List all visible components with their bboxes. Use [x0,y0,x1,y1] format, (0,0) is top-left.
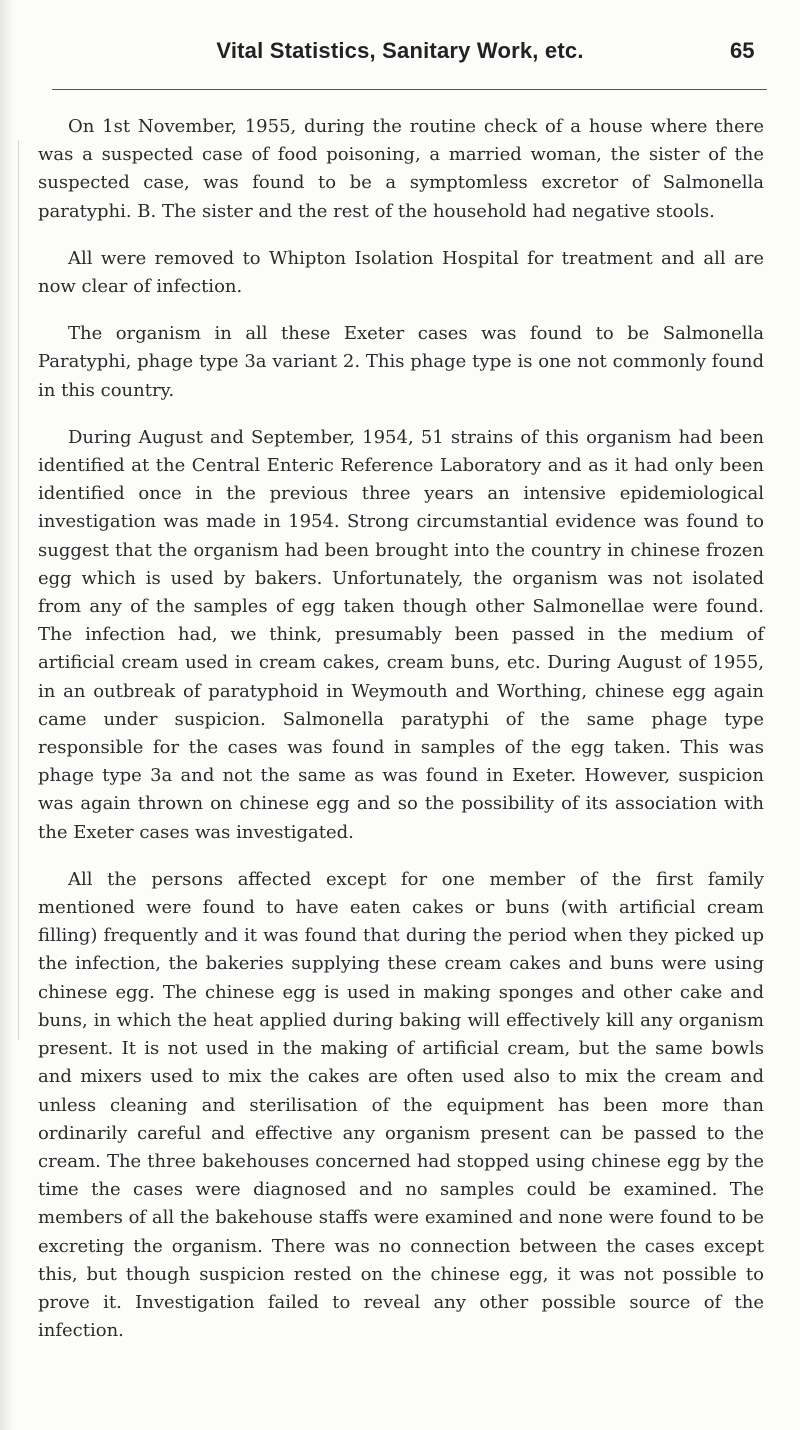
paragraph-epidemiological-investigation: During August and September, 1954, 51 strains of this organism had been identified at the Central Enteric Reference Laboratory and as it had only been identified once in the previous three years an intensive epidemiological investigation was made in 1954. Strong circumstantial evidence was found to suggest that the organism had been brought into the country in chinese frozen egg which is used by bakers. Unfortunately, the organism was not isolated from any of the samples of egg taken though other Salmonellae were found. The infection had, we think, presumably been passed in the medium of artificial cream used in cream cakes, cream buns, etc. During August of 1955, in an outbreak of paratyphoid in Weymouth and Worthing, chinese egg again came under suspicion. Salmonella paratyphi of the same phage type responsible for the cases was found in samples of the egg taken. This was phage type 3a and not the same as was found in Exeter. However, suspicion was again thrown on chinese egg and so the possibility of its association with the Exeter cases was investigated. [38,426,764,843]
body-text [38,113,764,1364]
running-header [0,38,800,78]
running-title: Vital Statistics, Sanitary Work, etc. [216,38,584,63]
page-gutter-shadow [0,0,14,1430]
binding-edge [18,140,19,1040]
header-rule [52,89,767,90]
paragraph-symptomless-excretor: On 1st November, 1955, during the routine check of a house where there was a suspected case of food poisoning, a married woman, the sister of the suspected case, was found to be a symptomless excretor of Salmonella paratyphi. B. The sister and the rest of the household had negative stools. [38,116,764,222]
page-number: 65 [730,38,755,63]
paragraph-phage-type: The organism in all these Exeter cases was found to be Salmonella Paratyphi, phage type 3a variant 2. This phage type is one not commonly found in this country. [38,323,764,401]
paragraph-isolation-hospital: All were removed to Whipton Isolation Hospital for treatment and all are now clear of infection. [38,247,764,298]
paragraph-bakeries-chinese-egg: All the persons affected except for one member of the first family mentioned were found to have eaten cakes or buns (with artificial cream filling) frequently and it was found that during the period when they picked up the infection, the bakeries supplying these cream cakes and buns were using chinese egg. The chinese egg is used in making sponges and other cake and buns, in which the heat applied during baking will effectively kill any organism present. It is not used in the making of artificial cream, but the same bowls and mixers used to mix the cakes are often used also to mix the cream and unless cleaning and sterilisation of the equipment has been more than ordinarily careful and effective any organism present can be passed to the cream. The three bakehouses concerned had stopped using chinese egg by the time the cases were diagnosed and no samples could be examined. The members of all the bakehouse staffs were examined and none were found to be excreting the organism. There was no connection between the cases except this, but though suspicion rested on the chinese egg, it was not possible to prove it. Investigation failed to reveal any other possible source of the infection. [38,868,764,1342]
